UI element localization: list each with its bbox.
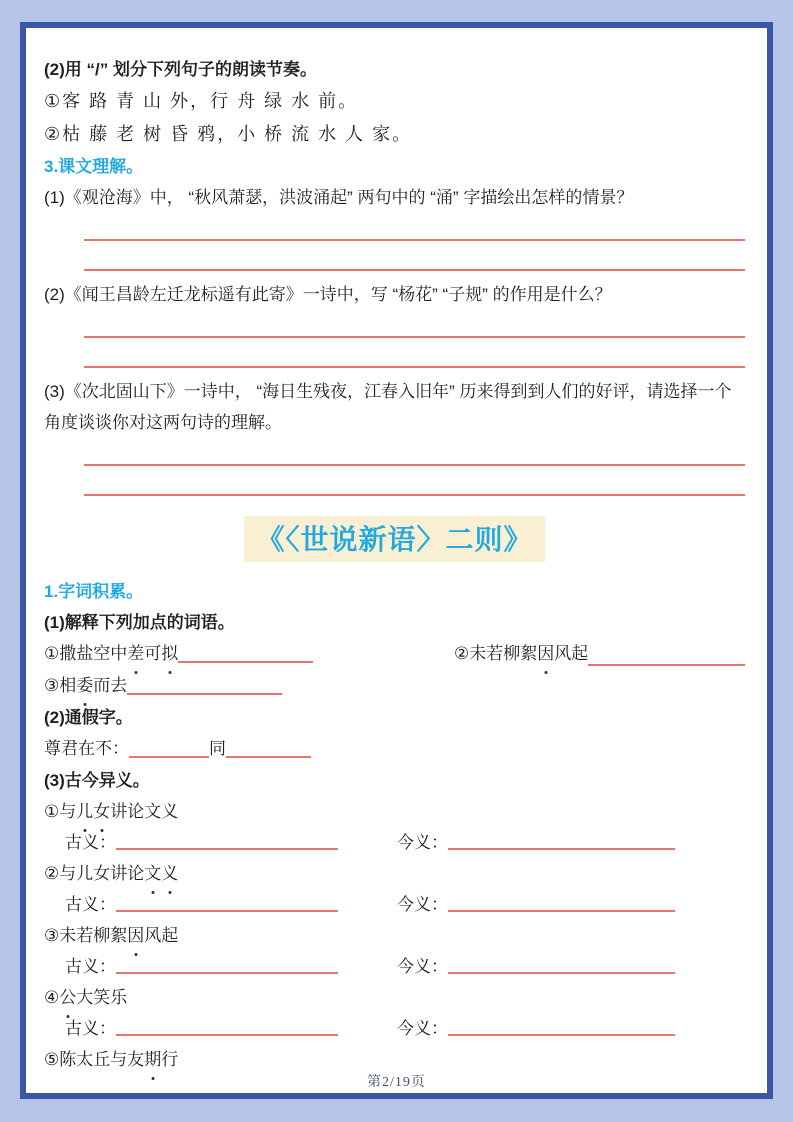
- gujin-item-4: ④公大笑乐: [44, 982, 745, 1014]
- answer-blank-line: [84, 438, 745, 466]
- answer-blank-line: [84, 310, 745, 338]
- section-title: 《〈世说新语〉二则》: [244, 516, 544, 562]
- gujin-item-1: ①与儿女讲论文义: [44, 796, 745, 828]
- answer-blank-line: [84, 466, 745, 496]
- tongjiazi-label: (2)通假字。: [44, 708, 133, 727]
- explain-item-3-text: ③相委而去: [44, 676, 127, 695]
- tongjiazi-tong: 同: [209, 739, 226, 758]
- explain-item-2: [454, 638, 745, 670]
- rhythm-question-label: (2)用 “/” 划分下列句子的朗读节奏。: [44, 60, 317, 79]
- gujin-answer-row-2: [44, 890, 745, 920]
- inline-answer-blank: [116, 1014, 338, 1036]
- answer-blank-line: [84, 241, 745, 271]
- old-meaning-label: 古义：: [65, 957, 116, 976]
- inline-answer-blank: [448, 890, 675, 912]
- answer-blank-line: [84, 338, 745, 368]
- old-meaning-label: 古义：: [65, 833, 116, 852]
- explain-item-3: [44, 670, 745, 702]
- inline-answer-blank: [116, 952, 338, 974]
- explain-item-2-text: ②未若柳絮因风起: [454, 638, 588, 670]
- new-meaning-label: 今义：: [397, 895, 448, 914]
- new-meaning-label: 今义：: [397, 957, 448, 976]
- gujin-item-5: ⑤陈太丘与友期行: [44, 1044, 745, 1076]
- gujin-item-2: ②与儿女讲论文义: [44, 858, 745, 890]
- gujin-label: (3)古今异义。: [44, 771, 150, 790]
- new-meaning-label: 今义：: [397, 833, 448, 852]
- question-1: (1)《观沧海》中， “秋风萧瑟，洪波涌起” 两句中的 “涌” 字描绘出怎样的情景？: [44, 188, 634, 207]
- comprehension-heading: 3.课文理解。: [44, 157, 144, 176]
- poem-line-2: ②枯 藤 老 树 昏 鸦，小 桥 流 水 人 家。: [44, 124, 413, 144]
- inline-answer-blank: [448, 952, 675, 974]
- answer-blank-line: [84, 213, 745, 241]
- tongjiazi-row: [44, 733, 745, 765]
- new-meaning-label: 今义：: [397, 1019, 448, 1038]
- explain-item-1-text: ①撒盐空中差可拟: [44, 644, 178, 663]
- page-number: 第2/19页: [367, 1075, 426, 1090]
- inline-answer-blank: [116, 828, 338, 850]
- inline-answer-blank: [448, 1014, 675, 1036]
- section-title-wrap: [44, 516, 745, 564]
- worksheet-page: [20, 22, 773, 1099]
- explain-items-row-1: [44, 638, 745, 670]
- inline-answer-blank: [129, 736, 209, 758]
- inline-answer-blank: [178, 641, 313, 663]
- explain-item-1: [44, 638, 454, 670]
- gujin-answer-row-3: [44, 952, 745, 982]
- gujin-answer-row-1: [44, 828, 745, 858]
- question-2: (2)《闻王昌龄左迁龙标遥有此寄》一诗中，写 “杨花” “子规” 的作用是什么？: [44, 285, 612, 304]
- question-3: (3)《次北固山下》一诗中， “海日生残夜，江春入旧年” 历来得到到人们的好评，请选择一个角度谈谈你对这两句诗的理解。: [44, 382, 732, 432]
- gujin-answer-row-4: [44, 1014, 745, 1044]
- old-meaning-label: 古义：: [65, 895, 116, 914]
- old-meaning-label: 古义：: [65, 1019, 116, 1038]
- inline-answer-blank: [226, 736, 311, 758]
- inline-answer-blank: [116, 890, 338, 912]
- inline-answer-blank: [448, 828, 675, 850]
- inline-answer-blank: [588, 644, 745, 666]
- poem-line-1: ①客 路 青 山 外，行 舟 绿 水 前。: [44, 91, 359, 111]
- tongjiazi-prefix: 尊君在不：: [44, 739, 129, 758]
- explain-words-label: (1)解释下列加点的词语。: [44, 613, 235, 632]
- vocab-heading: 1.字词积累。: [44, 582, 144, 601]
- inline-answer-blank: [127, 673, 282, 695]
- gujin-item-3: ③未若柳絮因风起: [44, 920, 745, 952]
